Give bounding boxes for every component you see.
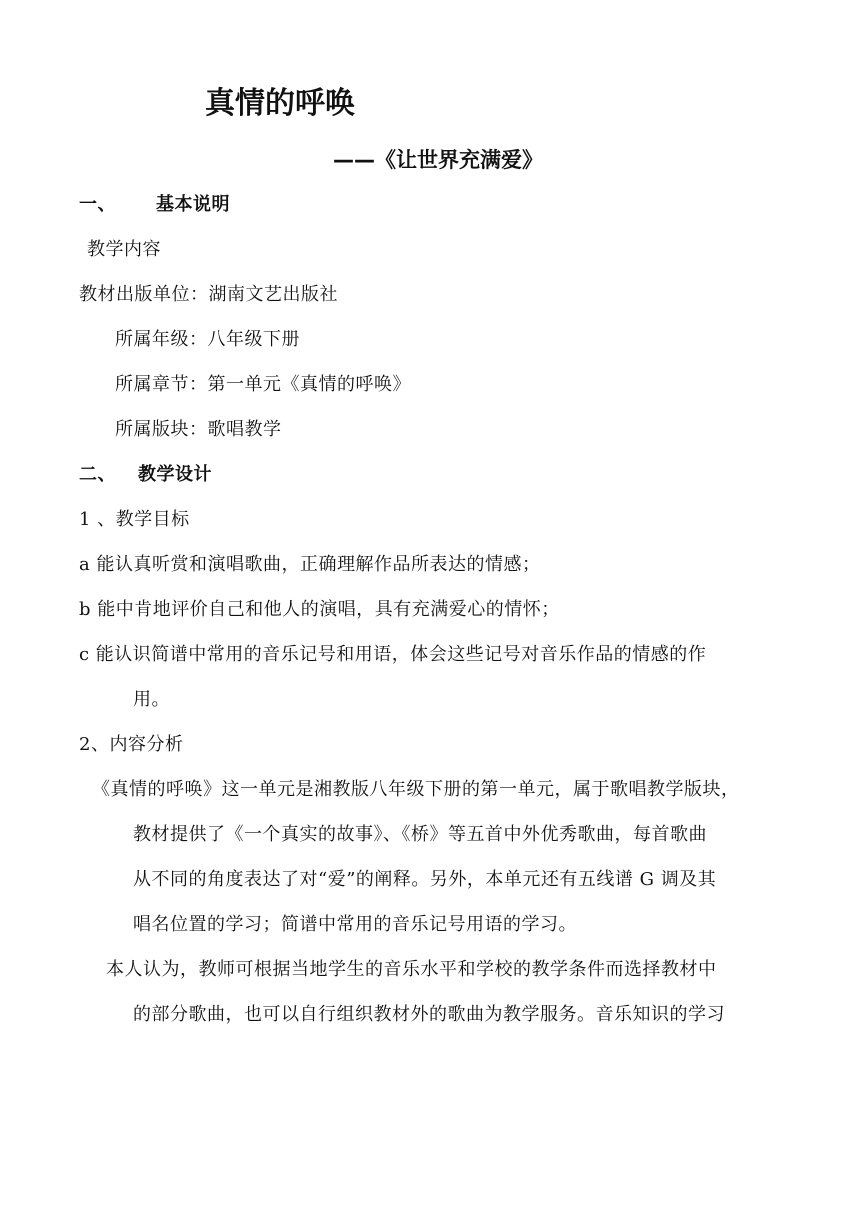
- document-title: 真情的呼唤: [205, 86, 355, 121]
- publisher-line: 教材出版单位：湖南文艺出版社: [79, 284, 338, 305]
- grade-line: 所属年级：八年级下册: [115, 329, 300, 350]
- document-subtitle: ——《让世界充满爱》: [333, 148, 543, 172]
- paragraph-line: 《真情的呼唤》这一单元是湘教版八年级下册的第一单元，属于歌唱教学版块，: [92, 779, 740, 800]
- section-number: 一、: [79, 194, 116, 215]
- paragraph-line: 唱名位置的学习；简谱中常用的音乐记号用语的学习。: [133, 914, 577, 935]
- goals-heading: 1 、教学目标: [79, 509, 190, 530]
- teaching-content-label: 教学内容: [87, 239, 161, 260]
- block-line: 所属版块：歌唱教学: [115, 419, 282, 440]
- goal-c-line-2: 用。: [133, 689, 170, 710]
- section-number: 二、: [79, 464, 116, 485]
- section-heading-basic: [79, 193, 230, 217]
- goal-c-line-1: c 能认识简谱中常用的音乐记号和用语，体会这些记号对音乐作品的情感的作: [79, 644, 707, 665]
- section-title: 基本说明: [156, 194, 230, 215]
- analysis-heading: 2、内容分析: [79, 734, 184, 755]
- paragraph-line: 的部分歌曲，也可以自行组织教材外的歌曲为教学服务。音乐知识的学习: [133, 1004, 725, 1025]
- goal-a: a 能认真听赏和演唱歌曲，正确理解作品所表达的情感；: [79, 554, 541, 575]
- paragraph-line: 教材提供了《一个真实的故事》、《桥》等五首中外优秀歌曲，每首歌曲: [133, 824, 707, 845]
- paragraph-line: 从不同的角度表达了对“爱”的阐释。另外，本单元还有五线谱 G 调及其: [133, 869, 717, 890]
- paragraph-line: 本人认为，教师可根据当地学生的音乐水平和学校的教学条件而选择教材中: [106, 959, 717, 980]
- section-heading-design: [79, 463, 212, 487]
- goal-b: b 能中肯地评价自己和他人的演唱，具有充满爱心的情怀；: [79, 599, 560, 620]
- chapter-line: 所属章节：第一单元《真情的呼唤》: [115, 374, 411, 395]
- section-title: 教学设计: [138, 464, 212, 485]
